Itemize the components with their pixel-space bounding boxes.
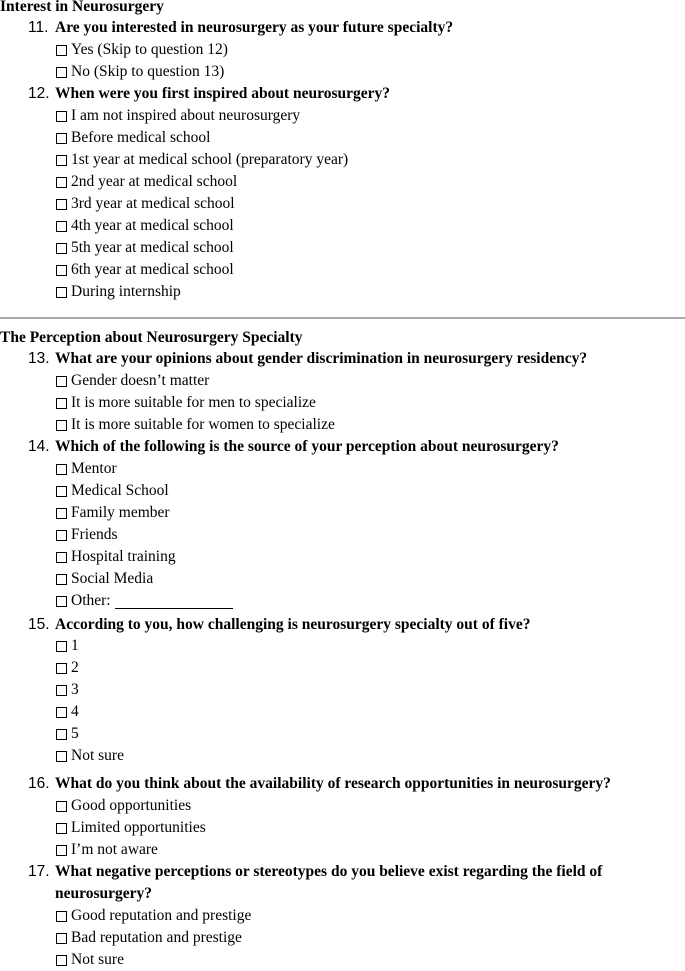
checkbox-icon[interactable]	[56, 823, 67, 834]
option-limited-opportunities[interactable]	[56, 817, 206, 839]
question-text: According to you, how challenging is neurosurgery specialty out of five?	[55, 616, 531, 633]
checkbox-icon[interactable]	[56, 685, 67, 696]
option-label: 2	[71, 659, 79, 676]
option-rating-1[interactable]	[56, 635, 79, 657]
checkbox-icon[interactable]	[56, 508, 67, 519]
option-label: No (Skip to question 13)	[71, 63, 225, 80]
option-label: Good opportunities	[71, 797, 192, 814]
checkbox-icon[interactable]	[56, 177, 67, 188]
section-title-perception: The Perception about Neurosurgery Specialty	[0, 329, 303, 346]
checkbox-icon[interactable]	[56, 199, 67, 210]
option-label: Gender doesn’t matter	[71, 372, 210, 389]
question-text: What negative perceptions or stereotypes do you believe exist regarding the field of neurosurgery?	[55, 863, 603, 902]
option-label: 3	[71, 681, 79, 698]
question-number: 12.	[28, 85, 50, 102]
checkbox-icon[interactable]	[56, 221, 67, 232]
option-label: Mentor	[71, 460, 117, 477]
option-not-sure[interactable]	[56, 745, 124, 767]
option-label: 4th year at medical school	[71, 217, 234, 234]
option-label: Before medical school	[71, 129, 211, 146]
question-text: Are you interested in neurosurgery as your future specialty?	[55, 19, 454, 36]
option-4th-year[interactable]	[56, 215, 234, 237]
option-label: 5	[71, 725, 79, 742]
checkbox-icon[interactable]	[56, 45, 67, 56]
option-mentor[interactable]	[56, 458, 117, 480]
option-label: 2nd year at medical school	[71, 173, 238, 190]
option-not-inspired[interactable]	[56, 105, 300, 127]
checkbox-icon[interactable]	[56, 376, 67, 387]
checkbox-icon[interactable]	[56, 155, 67, 166]
question-number: 16.	[28, 775, 50, 792]
option-internship[interactable]	[56, 281, 181, 303]
option-label: Family member	[71, 504, 170, 521]
option-label: Not sure	[71, 747, 124, 764]
option-label: Friends	[71, 526, 118, 543]
option-medical-school[interactable]	[56, 480, 169, 502]
question-text: Which of the following is the source of your perception about neurosurgery?	[55, 438, 559, 455]
question-text: What do you think about the availability of research opportunities in neurosurgery?	[55, 775, 611, 792]
question-12	[28, 83, 678, 105]
question-number: 17.	[28, 863, 50, 880]
checkbox-icon[interactable]	[56, 574, 67, 585]
checkbox-icon[interactable]	[56, 67, 67, 78]
option-label: Limited opportunities	[71, 819, 206, 836]
option-label: I’m not aware	[71, 841, 158, 858]
option-label: Good reputation and prestige	[71, 907, 252, 924]
option-label: It is more suitable for women to specialize	[71, 416, 335, 433]
checkbox-icon[interactable]	[56, 845, 67, 856]
checkbox-icon[interactable]	[56, 552, 67, 563]
other-text-blank[interactable]	[115, 594, 233, 609]
question-number: 14.	[28, 438, 50, 455]
question-number: 13.	[28, 350, 50, 367]
checkbox-icon[interactable]	[56, 287, 67, 298]
option-rating-2[interactable]	[56, 657, 79, 679]
option-label: 4	[71, 703, 79, 720]
option-before-med-school[interactable]	[56, 127, 210, 149]
checkbox-icon[interactable]	[56, 751, 67, 762]
option-1st-year[interactable]	[56, 149, 348, 171]
checkbox-icon[interactable]	[56, 398, 67, 409]
option-suitable-men[interactable]	[56, 392, 316, 414]
option-yes[interactable]	[56, 39, 228, 61]
option-label: 6th year at medical school	[71, 261, 234, 278]
checkbox-icon[interactable]	[56, 663, 67, 674]
checkbox-icon[interactable]	[56, 596, 67, 607]
checkbox-icon[interactable]	[56, 933, 67, 944]
question-11	[28, 17, 678, 39]
option-3rd-year[interactable]	[56, 193, 235, 215]
question-14	[28, 436, 678, 458]
option-other[interactable]	[56, 590, 233, 612]
option-label: It is more suitable for men to specialize	[71, 394, 316, 411]
question-text: When were you first inspired about neurosurgery?	[55, 85, 390, 102]
question-text: What are your opinions about gender discrimination in neurosurgery residency?	[55, 350, 588, 367]
question-number: 15.	[28, 616, 50, 633]
option-not-aware[interactable]	[56, 839, 158, 861]
question-16	[28, 773, 678, 795]
question-17	[28, 861, 653, 905]
option-friends[interactable]	[56, 524, 118, 546]
option-label: I am not inspired about neurosurgery	[71, 107, 301, 124]
checkbox-icon[interactable]	[56, 801, 67, 812]
checkbox-icon[interactable]	[56, 486, 67, 497]
checkbox-icon[interactable]	[56, 133, 67, 144]
checkbox-icon[interactable]	[56, 265, 67, 276]
checkbox-icon[interactable]	[56, 641, 67, 652]
section-title-interest: Interest in Neurosurgery	[0, 0, 164, 15]
option-suitable-women[interactable]	[56, 414, 335, 436]
question-13	[28, 348, 678, 370]
option-rating-3[interactable]	[56, 679, 79, 701]
option-social-media[interactable]	[56, 568, 153, 590]
option-rating-5[interactable]	[56, 723, 79, 745]
option-label: 1	[71, 637, 79, 654]
option-bad-reputation[interactable]	[56, 927, 242, 949]
option-rating-4[interactable]	[56, 701, 79, 723]
option-label: Other:	[71, 592, 111, 609]
option-label: 3rd year at medical school	[71, 195, 235, 212]
section-divider	[0, 317, 685, 319]
checkbox-icon[interactable]	[56, 911, 67, 922]
checkbox-icon[interactable]	[56, 530, 67, 541]
option-label: Medical School	[71, 482, 169, 499]
option-6th-year[interactable]	[56, 259, 234, 281]
checkbox-icon[interactable]	[56, 420, 67, 431]
option-2nd-year[interactable]	[56, 171, 237, 193]
question-number: 11.	[28, 19, 49, 36]
option-label: Hospital training	[71, 548, 176, 565]
option-hospital-training[interactable]	[56, 546, 176, 568]
option-label: Bad reputation and prestige	[71, 929, 242, 946]
option-good-reputation[interactable]	[56, 905, 251, 927]
option-label: Yes (Skip to question 12)	[71, 41, 228, 58]
question-15	[28, 614, 678, 636]
checkbox-icon[interactable]	[56, 955, 67, 966]
option-good-opportunities[interactable]	[56, 795, 191, 817]
checkbox-icon[interactable]	[56, 464, 67, 475]
option-no[interactable]	[56, 61, 224, 83]
checkbox-icon[interactable]	[56, 243, 67, 254]
checkbox-icon[interactable]	[56, 111, 67, 122]
option-label: 1st year at medical school (preparatory year)	[71, 151, 349, 168]
option-gender-doesnt-matter[interactable]	[56, 370, 209, 392]
option-label: Social Media	[71, 570, 154, 587]
option-not-sure-reputation[interactable]	[56, 949, 124, 971]
option-family-member[interactable]	[56, 502, 170, 524]
checkbox-icon[interactable]	[56, 707, 67, 718]
option-5th-year[interactable]	[56, 237, 234, 259]
option-label: 5th year at medical school	[71, 239, 234, 256]
option-label: During internship	[71, 283, 181, 300]
checkbox-icon[interactable]	[56, 729, 67, 740]
option-label: Not sure	[71, 951, 124, 968]
